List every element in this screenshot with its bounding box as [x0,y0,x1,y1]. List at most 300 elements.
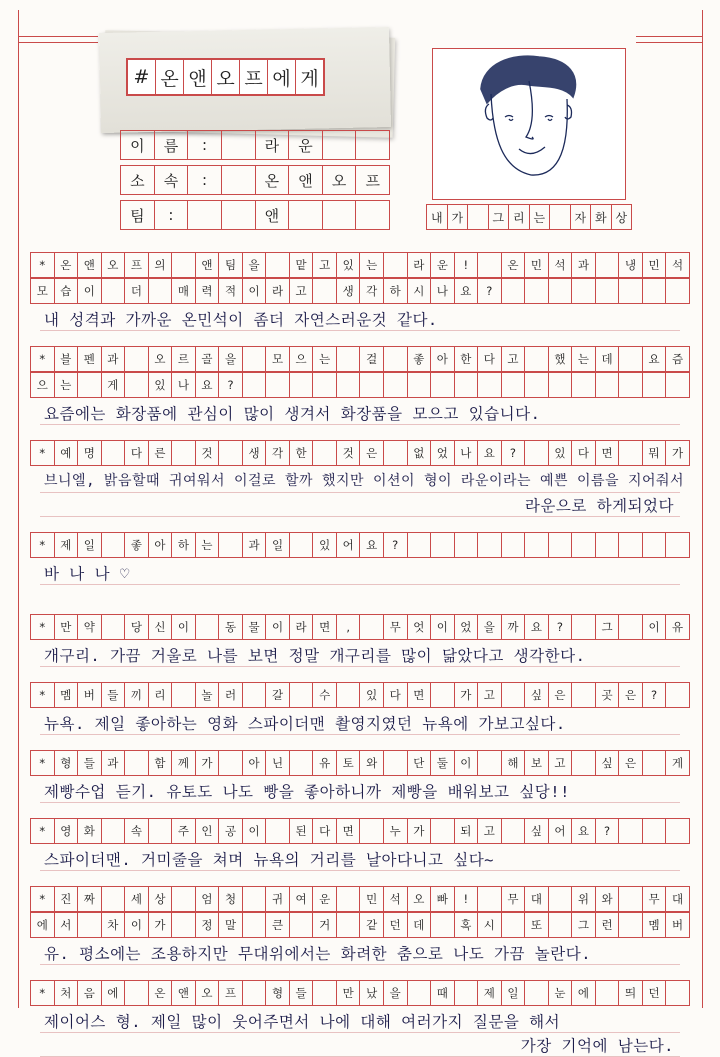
profile-cell [355,131,390,159]
question-cell: 을 [383,981,407,1005]
question-cell: 요 [477,441,501,465]
answer-underline [40,516,680,517]
question-cell: 에 [30,913,54,937]
question-cell [665,533,690,557]
question-cell: 맡 [289,253,313,277]
question-cell [524,347,548,371]
profile-cell [221,166,255,194]
question-cell: 속 [124,819,148,843]
question-cell: 더 [124,279,148,303]
self-portrait [426,48,632,230]
question-cell [665,279,690,303]
question-cell: 좋 [407,347,431,371]
question-cell: 났 [359,981,383,1005]
profile-cell [355,201,390,229]
question-cell: 되 [454,819,478,843]
answer-underline [40,1032,680,1033]
question-cell: 이 [454,751,478,775]
question-cell [312,441,336,465]
question-cell: 이 [124,913,148,937]
question-cell: 주 [171,819,195,843]
title-char: # [128,60,156,94]
question-cell: 민 [359,887,383,911]
answer-underline [40,870,680,871]
question-cell: 뭐 [642,441,666,465]
question-cell: 으 [30,373,54,397]
question-cell [359,373,383,397]
question-cell [242,347,266,371]
question-cell: 말 [218,913,242,937]
question-cell: 아 [148,533,172,557]
question-cell: 일 [501,981,525,1005]
question-cell: 라 [289,615,313,639]
question-cell: 프 [218,981,242,1005]
question-cell: 가 [407,819,431,843]
question-row [30,532,690,558]
answer-text: 가장 기억에 남는다. [520,1037,674,1055]
question-cell: 있 [359,683,383,707]
question-cell: 이 [242,819,266,843]
question-cell: 리 [148,683,172,707]
question-cell: 엄 [195,887,219,911]
question-cell [242,913,266,937]
question-cell [430,533,454,557]
question-cell: 은 [359,441,383,465]
header-rule [18,36,98,37]
question-cell: 과 [242,533,266,557]
question-cell: 때 [430,981,454,1005]
question-cell [336,683,360,707]
portrait-box [432,48,626,200]
profile-cell [322,131,356,159]
question-cell: 토 [336,751,360,775]
question-cell [265,253,289,277]
question-cell [524,981,548,1005]
question-cell: 데 [407,913,431,937]
question-cell: 가 [454,683,478,707]
question-cell: 의 [148,253,172,277]
question-row [30,682,690,708]
question-cell [618,373,642,397]
question-cell: 정 [195,913,219,937]
question-cell [477,887,501,911]
profile-cell: 앤 [255,201,289,229]
question-cell: 온 [148,981,172,1005]
question-cell: * [30,347,54,371]
profile-cell: : [187,166,221,194]
question-cell: 싶 [595,751,619,775]
question-cell: 습 [54,279,78,303]
question-cell: 앤 [195,253,219,277]
question-cell [218,441,242,465]
question-cell [124,373,148,397]
question-cell: 고 [501,347,525,371]
question-cell: ? [477,279,501,303]
question-cell [618,279,642,303]
question-row [30,912,690,938]
question-cell [548,913,572,937]
question-cell [171,253,195,277]
question-cell [242,683,266,707]
question-cell [430,373,454,397]
question-cell: 이 [430,615,454,639]
question-cell: 가 [195,751,219,775]
question-cell [571,615,595,639]
question-cell [618,533,642,557]
question-cell [148,819,172,843]
profile-cell [322,201,356,229]
question-cell: 것 [195,441,219,465]
question-cell: 면 [336,819,360,843]
caption-char: 내 [426,205,447,229]
question-cell: 걸 [359,347,383,371]
question-cell [571,533,595,557]
question-cell: 었 [454,615,478,639]
question-cell [336,347,360,371]
question-cell: 시 [477,913,501,937]
question-cell [501,683,525,707]
question-cell [501,373,525,397]
question-cell: 었 [430,441,454,465]
question-cell [124,981,148,1005]
question-cell: 곳 [595,683,619,707]
question-cell [595,253,619,277]
question-cell: 있 [548,441,572,465]
question-cell: 까 [501,615,525,639]
question-cell: 들 [77,751,101,775]
question-cell: 같 [359,913,383,937]
question-cell: 요 [359,533,383,557]
question-cell: 하 [383,279,407,303]
question-cell: 무 [383,615,407,639]
question-row [30,372,690,398]
question-cell: 프 [124,253,148,277]
question-cell: 해 [501,751,525,775]
question-cell [101,819,125,843]
question-cell: 생 [242,441,266,465]
question-row [30,886,690,912]
question-cell [548,373,572,397]
question-cell [548,279,572,303]
question-cell: 이 [171,615,195,639]
question-cell [148,279,172,303]
question-cell: 것 [336,441,360,465]
question-cell: 데 [595,347,619,371]
question-cell: * [30,683,54,707]
profile-row [120,165,390,195]
question-cell: 른 [148,441,172,465]
question-cell: 는 [54,373,78,397]
question-cell: 고 [477,683,501,707]
question-cell: 큰 [265,913,289,937]
question-cell [454,373,478,397]
question-cell: 한 [454,347,478,371]
question-cell: 있 [312,533,336,557]
question-cell: 는 [195,533,219,557]
question-cell [171,441,195,465]
question-cell: 을 [218,347,242,371]
question-row [30,440,690,466]
question-cell: 진 [54,887,78,911]
caption-char: 화 [590,205,611,229]
question-cell [665,981,690,1005]
question-cell [571,751,595,775]
question-cell: 앤 [77,253,101,277]
question-cell: 매 [171,279,195,303]
question-cell: 있 [336,253,360,277]
answer-underline [40,330,680,331]
question-cell [407,981,431,1005]
question-cell: 닌 [265,751,289,775]
question-cell: 형 [54,751,78,775]
question-cell: 운 [430,253,454,277]
question-cell: 온 [501,253,525,277]
question-cell [407,373,431,397]
question-cell [383,751,407,775]
question-cell: 영 [54,819,78,843]
question-cell: 석 [383,887,407,911]
question-cell: 일 [265,533,289,557]
profile-cell: 팀 [120,201,154,229]
question-cell: 즘 [665,347,690,371]
question-cell: 과 [571,253,595,277]
question-cell: 함 [148,751,172,775]
question-cell [571,279,595,303]
profile-cell: 소 [120,166,154,194]
caption-char: 상 [611,205,633,229]
profile-cell: 름 [154,131,188,159]
profile-cell: 오 [322,166,356,194]
question-cell: 유 [665,615,690,639]
question-cell [242,373,266,397]
question-cell: 팀 [218,253,242,277]
question-cell: 고 [312,253,336,277]
question-cell: 버 [77,683,101,707]
question-cell: 앤 [171,981,195,1005]
question-cell: 형 [265,981,289,1005]
question-cell [454,981,478,1005]
question-cell [265,819,289,843]
question-cell [430,819,454,843]
answer-underline [40,492,680,493]
question-cell [524,373,548,397]
question-cell: 인 [195,819,219,843]
question-cell: 에 [101,981,125,1005]
answer-underline [40,666,680,667]
question-cell [383,253,407,277]
question-cell [289,751,313,775]
question-cell: 제 [477,981,501,1005]
header-rule [18,42,98,43]
question-cell: 오 [148,347,172,371]
profile-cell: 온 [255,166,289,194]
question-cell [595,533,619,557]
face-drawing [433,49,625,199]
question-cell [548,533,572,557]
question-row [30,818,690,844]
profile-cell: 운 [288,131,322,159]
question-cell: * [30,253,54,277]
question-cell: * [30,615,54,639]
question-cell: 런 [595,913,619,937]
question-cell: 버 [665,913,690,937]
answer-underline [40,424,680,425]
caption-char: 가 [447,205,468,229]
question-cell: 제 [54,533,78,557]
question-cell [430,683,454,707]
question-cell [289,373,313,397]
caption-char [467,205,488,229]
question-cell [124,751,148,775]
question-cell [642,533,666,557]
question-cell: 르 [171,347,195,371]
question-cell [101,615,125,639]
question-cell [501,913,525,937]
question-cell: 멤 [642,913,666,937]
question-cell [218,533,242,557]
question-cell [477,533,501,557]
question-cell [477,253,501,277]
question-cell: 고 [548,751,572,775]
question-cell: 이 [77,279,101,303]
question-cell: ? [501,441,525,465]
question-cell [595,981,619,1005]
question-cell: 은 [548,683,572,707]
caption-char: 그 [488,205,509,229]
question-cell [618,913,642,937]
question-cell [289,913,313,937]
answer-text: 내 성격과 가까운 온민석이 좀더 자연스러운것 같다. [44,311,438,329]
question-cell: 모 [30,279,54,303]
question-row [30,252,690,278]
question-cell [524,533,548,557]
question-cell: 요 [195,373,219,397]
question-cell: 화 [77,819,101,843]
question-cell: 대 [665,887,690,911]
question-cell [289,533,313,557]
question-cell: 게 [665,751,690,775]
question-cell: 요 [571,819,595,843]
answer-text: 브니엘, 밝음할때 귀여워서 이걸로 할까 했지만 이션이 형이 라운이라는 예쁜 이름을 지어줘서 [44,473,685,489]
question-cell: 은 [618,683,642,707]
question-cell: 아 [430,347,454,371]
question-cell: 누 [383,819,407,843]
question-cell [642,373,666,397]
profile-cell [221,131,255,159]
question-cell [101,279,125,303]
profile-cell: : [187,131,221,159]
question-cell: 다 [383,683,407,707]
question-cell: 동 [218,615,242,639]
question-cell: 과 [101,347,125,371]
caption-char: 리 [508,205,529,229]
question-cell: 는 [571,347,595,371]
question-cell: 을 [477,615,501,639]
question-cell: 만 [54,615,78,639]
question-cell: 나 [171,373,195,397]
question-cell [77,913,101,937]
question-cell: 둘 [430,751,454,775]
question-cell: ? [218,373,242,397]
question-cell: 약 [77,615,101,639]
question-cell [595,373,619,397]
question-cell [171,913,195,937]
profile-cell [221,201,255,229]
question-cell: 들 [289,981,313,1005]
profile-cell: 앤 [288,166,322,194]
question-cell: 예 [54,441,78,465]
question-cell [77,373,101,397]
question-cell: 면 [595,441,619,465]
question-cell: 있 [148,373,172,397]
question-cell [501,279,525,303]
question-cell: 세 [124,887,148,911]
question-cell [501,533,525,557]
answer-underline [40,734,680,735]
question-cell: 했 [548,347,572,371]
profile-info [120,130,390,235]
question-cell: 무 [642,887,666,911]
question-cell: 을 [242,253,266,277]
question-cell: 다 [571,441,595,465]
question-cell: 상 [148,887,172,911]
answer-text: 유. 평소에는 조용하지만 무대위에서는 화려한 춤으로 나도 가끔 놀란다. [44,945,592,963]
header-rule [636,42,702,43]
question-cell [124,347,148,371]
question-cell: 냉 [618,253,642,277]
question-cell: 으 [289,347,313,371]
answer-underline [40,584,680,585]
question-cell: 위 [571,887,595,911]
question-cell [383,373,407,397]
question-cell: 골 [195,347,219,371]
question-cell: 각 [359,279,383,303]
caption-char: 는 [529,205,550,229]
question-cell: 던 [383,913,407,937]
question-cell [312,981,336,1005]
question-cell: 라 [265,279,289,303]
answer-text: 바 나 나 ♡ [44,565,130,583]
question-cell: 명 [77,441,101,465]
question-cell: 요 [642,347,666,371]
question-cell: 께 [171,751,195,775]
question-cell [430,913,454,937]
question-cell [618,819,642,843]
question-cell: 은 [618,751,642,775]
question-cell: 신 [148,615,172,639]
question-cell: 아 [242,751,266,775]
question-cell [242,887,266,911]
answer-text: 라운으로 하게되었다 [524,497,674,515]
question-cell [524,279,548,303]
question-cell: 던 [642,981,666,1005]
question-cell: * [30,819,54,843]
question-cell: ? [548,615,572,639]
question-cell [618,441,642,465]
question-cell: 운 [312,887,336,911]
question-cell [665,819,690,843]
question-cell: 귀 [265,887,289,911]
question-cell [359,615,383,639]
question-cell [477,373,501,397]
question-cell: 청 [218,887,242,911]
question-cell: 끼 [124,683,148,707]
question-cell [618,887,642,911]
question-cell: 는 [359,253,383,277]
question-row [30,346,690,372]
question-cell: 갈 [265,683,289,707]
profile-cell: 라 [255,131,289,159]
